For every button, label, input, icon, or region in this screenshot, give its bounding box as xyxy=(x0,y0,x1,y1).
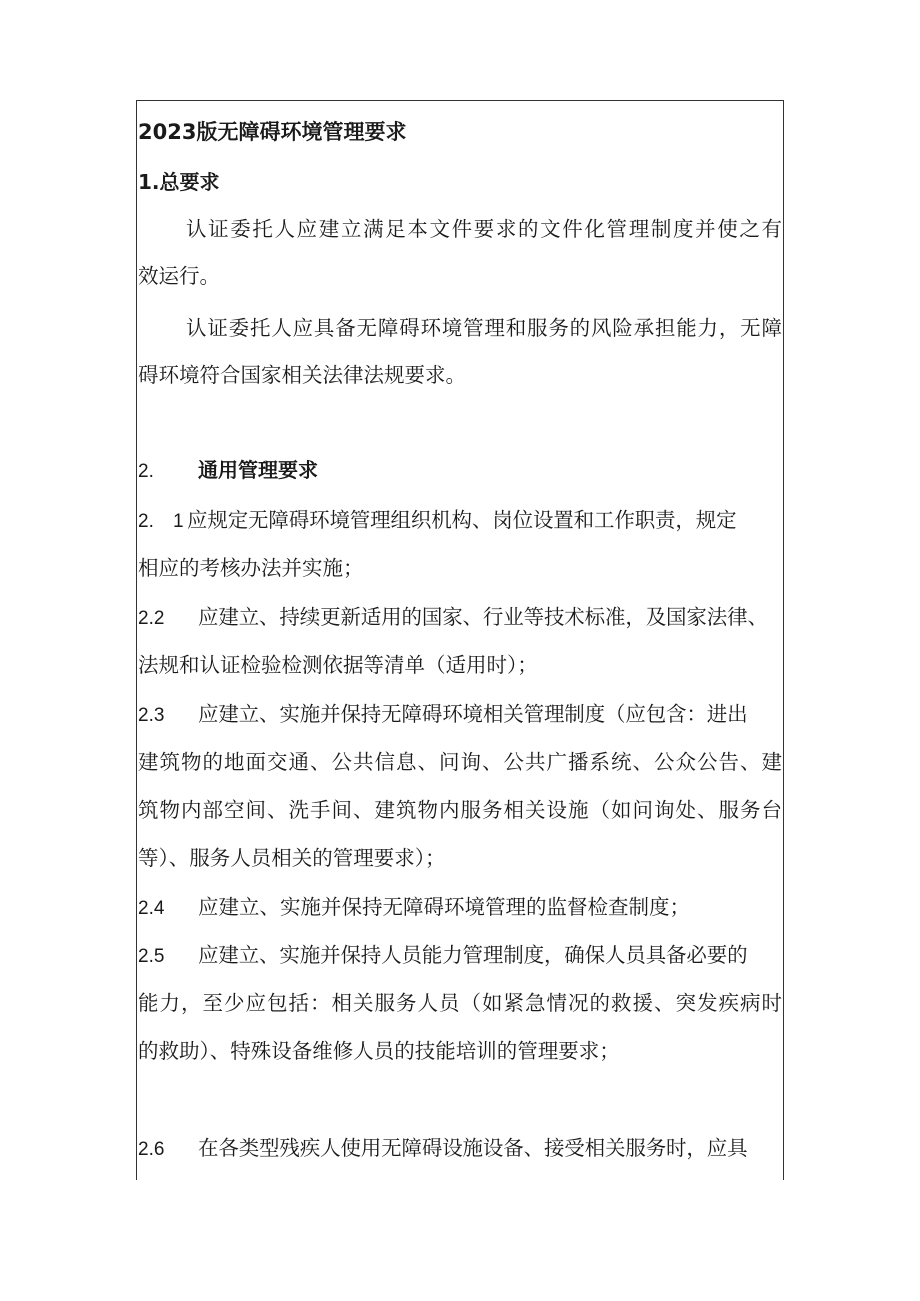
item-2-5-text: 应建立、实施并保持人员能力管理制度，确保人员具备必要的 xyxy=(198,943,748,967)
item-2-4-text: 应建立、实施并保持无障碍环境管理的监督检查制度； xyxy=(198,895,690,919)
item-2-3-number: 2.3 xyxy=(138,705,165,726)
item-2-3-line-3: 筑物内部空间、洗手间、建筑物内服务相关设施（如问询处、服务台 xyxy=(138,798,782,822)
item-2-5-line-2: 能力，至少应包括：相关服务人员（如紧急情况的救援、突发疾病时 xyxy=(138,991,782,1015)
document-frame xyxy=(136,100,784,1180)
section-1-para-2-line-1: 认证委托人应具备无障碍环境管理和服务的风险承担能力，无障 xyxy=(186,316,782,340)
section-2-number: 2. xyxy=(138,461,154,482)
item-2-1-subnumber: 1 xyxy=(173,511,184,532)
item-2-6-text: 在各类型残疾人使用无障碍设施设备、接受相关服务时，应具 xyxy=(198,1136,748,1160)
item-2-2-line-1 xyxy=(138,603,768,633)
item-2-1-number: 2. xyxy=(138,511,154,532)
item-2-3-line-1 xyxy=(138,700,747,730)
item-2-5-number: 2.5 xyxy=(138,946,165,967)
item-2-2-number: 2.2 xyxy=(138,608,165,629)
item-2-5-line-1 xyxy=(138,941,747,971)
item-2-2-line-2: 法规和认证检验检测依据等清单（适用时）； xyxy=(138,653,538,677)
item-2-1-line-2: 相应的考核办法并实施； xyxy=(138,556,364,580)
item-2-5-line-3: 的救助）、特殊设备维修人员的技能培训的管理要求； xyxy=(138,1039,620,1063)
item-2-3-text: 应建立、实施并保持无障碍环境相关管理制度（应包含：进出 xyxy=(198,702,748,726)
section-2-heading-row xyxy=(138,456,318,486)
item-2-1-text: 应规定无障碍环境管理组织机构、岗位设置和工作职责，规定 xyxy=(187,508,737,532)
document-title: 2023版无障碍环境管理要求 xyxy=(138,120,407,144)
item-2-1-line-1 xyxy=(138,506,736,536)
section-1-para-1-line-1: 认证委托人应建立满足本文件要求的文件化管理制度并使之有 xyxy=(186,217,782,241)
section-2-heading: 通用管理要求 xyxy=(198,458,318,482)
item-2-6-number: 2.6 xyxy=(138,1139,165,1160)
item-2-6-line-1 xyxy=(138,1134,747,1164)
section-1-para-2-line-2: 碍环境符合国家相关法律法规要求。 xyxy=(138,363,466,387)
item-2-3-line-2: 建筑物的地面交通、公共信息、问询、公共广播系统、公众公告、建 xyxy=(138,750,782,774)
section-1-heading: 1.总要求 xyxy=(138,170,220,194)
item-2-4-number: 2.4 xyxy=(138,898,165,919)
section-1-para-1-line-2: 效运行。 xyxy=(138,264,220,288)
item-2-3-line-4: 等）、服务人员相关的管理要求）； xyxy=(138,846,446,870)
item-2-4-line-1 xyxy=(138,893,690,923)
item-2-2-text: 应建立、持续更新适用的国家、行业等技术标准，及国家法律、 xyxy=(198,605,768,629)
